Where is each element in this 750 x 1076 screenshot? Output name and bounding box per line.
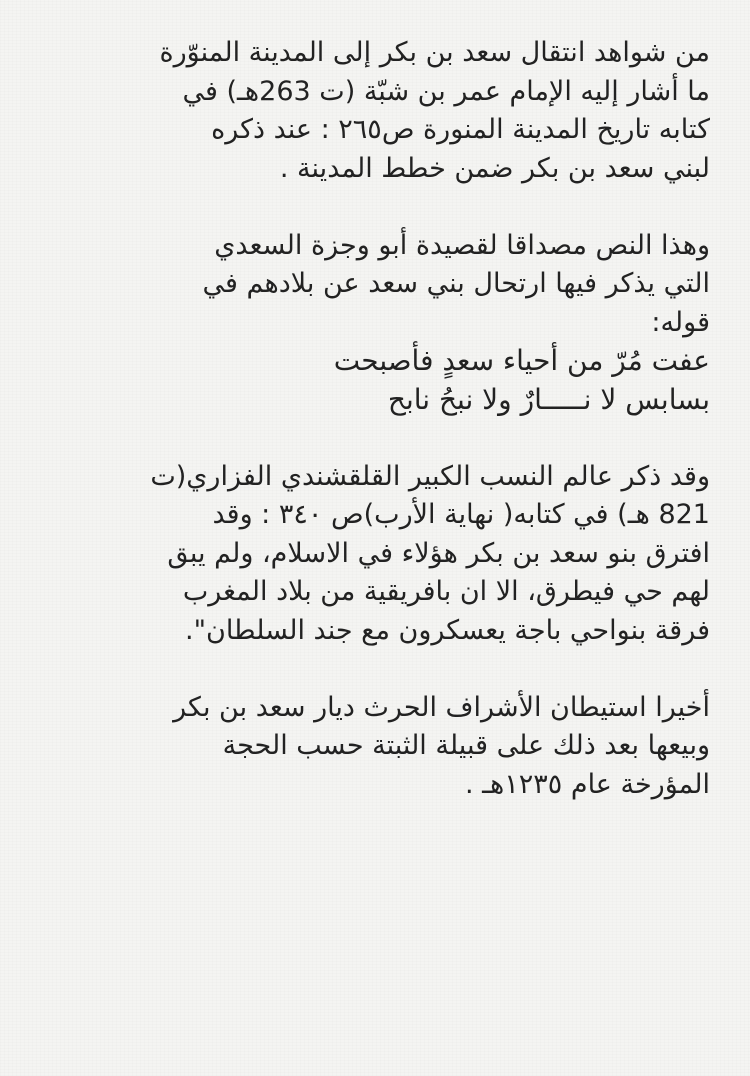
text-line: قوله: bbox=[651, 306, 710, 338]
text-line: 821 هـ) في كتابه( نهاية الأرب)ص ٣٤٠ : وقد bbox=[212, 499, 710, 530]
paragraph-qalqashandi-source bbox=[50, 458, 710, 651]
text-line: لبني سعد بن بكر ضمن خطط المدينة . bbox=[279, 152, 710, 184]
paragraph-spacer bbox=[50, 419, 710, 458]
paragraph-poem-reference bbox=[50, 227, 710, 420]
paragraph-spacer bbox=[50, 188, 710, 227]
text-line: أخيرا استيطان الأشراف الحرث ديار سعد بن بكر bbox=[173, 691, 710, 723]
text-line: لهم حي فيطرق، الا ان بافريقية من بلاد المغرب bbox=[182, 576, 710, 607]
paragraph-ibn-shabba-source bbox=[50, 34, 710, 188]
note-document bbox=[50, 34, 710, 804]
text-line: افترق بنو سعد بن بكر هؤلاء في الاسلام، ولم يبق bbox=[167, 537, 710, 569]
text-line: فرقة بنواحي باجة يعسكرون مع جند السلطان". bbox=[185, 614, 710, 646]
paragraph-ashraf-settlement bbox=[50, 689, 710, 805]
poem-verse-line: بسابس لا نـــــارٌ ولا نبحُ نابح bbox=[387, 382, 710, 416]
text-line: وقد ذكر عالم النسب الكبير القلقشندي الفزاري(ت bbox=[150, 460, 710, 492]
text-line: كتابه تاريخ المدينة المنورة ص٢٦٥ : عند ذكره bbox=[211, 114, 710, 145]
text-line: ما أشار إليه الإمام عمر بن شبّة (ت 263هـ) في bbox=[182, 75, 710, 107]
poem-verse-line: عفت مُرّ من أحياء سعدٍ فأصبحت bbox=[333, 344, 710, 377]
text-line: وبيعها بعد ذلك على قبيلة الثبتة حسب الحجة bbox=[222, 730, 710, 761]
text-line: المؤرخة عام ١٢٣٥هـ . bbox=[464, 768, 710, 800]
paragraph-spacer bbox=[50, 650, 710, 689]
text-line: التي يذكر فيها ارتحال بني سعد عن بلادهم في bbox=[202, 268, 710, 299]
text-line: وهذا النص مصداقا لقصيدة أبو وجزة السعدي bbox=[214, 229, 710, 261]
text-line: من شواهد انتقال سعد بن بكر إلى المدينة المنوّرة bbox=[159, 37, 710, 68]
